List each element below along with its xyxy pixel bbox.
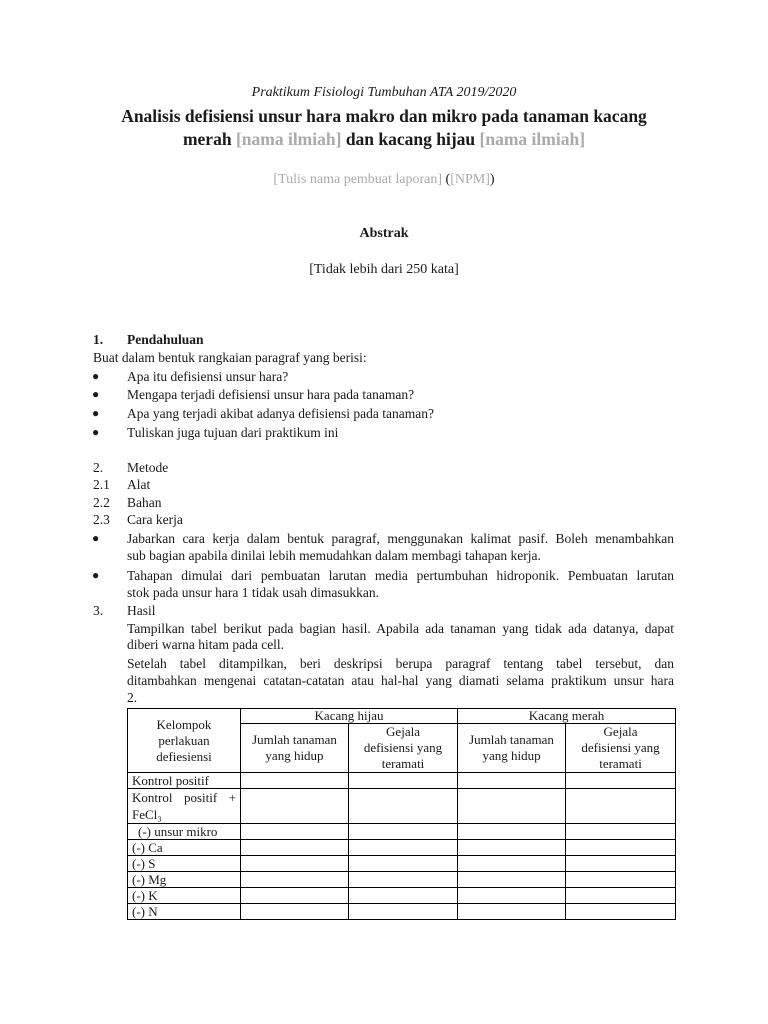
table-cell [349, 789, 458, 824]
bullet-icon: ● [92, 387, 100, 401]
col-symptom-line-3: teramati [599, 756, 642, 771]
method-bullet-2-line-2: stok pada unsur hara 1 tidak usah dimasukkan. [127, 585, 379, 600]
intro-bullet-4: Tuliskan juga tujuan dari praktikum ini [127, 425, 339, 440]
col-symptom-line-2: defisiensi yang [363, 740, 443, 755]
result-para-1-line-2: diberi warna hitam pada cell. [127, 637, 285, 652]
col-alive-line-2: yang hidup [482, 748, 541, 763]
col-header-alive-hijau [241, 724, 349, 773]
abstract-note: [Tidak lebih dari 250 kata] [309, 262, 459, 277]
subsection-2-3-number: 2.3 [93, 512, 110, 527]
table-cell [349, 824, 458, 840]
section-2-heading: Metode [127, 460, 169, 475]
table-cell [458, 840, 566, 856]
npm-placeholder: [NPM] [450, 172, 490, 187]
table-cell [458, 904, 566, 920]
col-header-alive-merah [458, 724, 566, 773]
npm-close-paren: ) [489, 172, 495, 187]
table-cell [458, 789, 566, 824]
result-para-1-line-1: Tampilkan tabel berikut pada bagian hasil. Apabila ada tanaman yang tidak ada datanya, dapat [127, 621, 674, 636]
npm-open-paren: ( [445, 172, 451, 187]
intro-bullet-2: Mengapa terjadi defisiensi unsur hara pada tanaman? [127, 387, 415, 402]
table-row [128, 824, 676, 840]
group-header-cell [128, 709, 241, 773]
subsection-2-2-label: Bahan [127, 495, 162, 510]
table-row [128, 872, 676, 888]
row-label-line-1: Kontrol positif + [132, 790, 236, 805]
table-row [128, 789, 676, 824]
results-table [127, 708, 676, 920]
table-row [128, 840, 676, 856]
bullet-icon: ● [92, 531, 100, 545]
section-1-number: 1. [93, 332, 104, 347]
scientific-name-placeholder-1: [nama ilmiah] [235, 129, 342, 149]
subsection-2-2-number: 2.2 [93, 495, 110, 510]
section-3-heading: Hasil [127, 603, 156, 618]
section-1-lead: Buat dalam bentuk rangkaian paragraf yang berisi: [93, 350, 367, 365]
table-row [128, 888, 676, 904]
bullet-icon: ● [92, 568, 100, 582]
table-cell [241, 904, 349, 920]
method-bullet-2-line-1: Tahapan dimulai dari pembuatan larutan media pertumbuhan hidroponik. Pembuatan larutan [127, 568, 674, 583]
table-row [128, 856, 676, 872]
subsection-2-1-label: Alat [127, 477, 151, 492]
table-cell [241, 888, 349, 904]
row-label-mg: (-) Mg [128, 872, 241, 888]
row-label-kontrol-positif: Kontrol positif [128, 773, 241, 789]
table-cell [349, 888, 458, 904]
result-para-2-line-2: ditambahkan mengenai catatan-catatan atau hal-hal yang diamati selama praktikum unsur hara [127, 673, 674, 688]
table-cell [241, 824, 349, 840]
col-alive-line-1: Jumlah tanaman [469, 732, 554, 747]
table-cell [241, 789, 349, 824]
table-cell [566, 824, 676, 840]
author-name-placeholder: [Tulis nama pembuat laporan] [273, 172, 443, 187]
method-bullet-1-line-2: sub bagian apabila dinilai lebih memudahkan dalam membagi tahapan kerja. [127, 548, 541, 563]
table-cell [458, 888, 566, 904]
intro-bullet-1: Apa itu defisiensi unsur hara? [127, 369, 289, 384]
group-header-line-2: perlakuan [158, 732, 210, 748]
subsection-2-3-label: Cara kerja [127, 512, 183, 527]
table-cell [349, 773, 458, 789]
col-symptom-line-1: Gejala [603, 724, 638, 739]
col-alive-line-1: Jumlah tanaman [252, 732, 337, 747]
table-cell [566, 904, 676, 920]
author-line [0, 172, 768, 188]
subsection-2-1-number: 2.1 [93, 477, 110, 492]
col-symptom-line-2: defisiensi yang [581, 740, 660, 755]
table-cell [566, 872, 676, 888]
bullet-icon: ● [92, 369, 100, 383]
table-cell [349, 872, 458, 888]
table-row [128, 904, 676, 920]
crop-header-kacang-merah: Kacang merah [458, 709, 676, 724]
table-cell [566, 856, 676, 872]
col-header-symptom-hijau [349, 724, 458, 773]
section-2-number: 2. [93, 460, 104, 475]
method-bullet-1-line-1: Jabarkan cara kerja dalam bentuk paragraf, menggunakan kalimat pasif. Boleh menambahkan [127, 531, 674, 546]
table-cell [458, 856, 566, 872]
table-cell [241, 856, 349, 872]
row-label-kontrol-positif-fecl3 [128, 789, 241, 824]
report-title-line-1: Analisis defisiensi unsur hara makro dan mikro pada tanaman kacang [121, 106, 647, 126]
result-para-2-line-3: 2. [127, 690, 138, 705]
table-cell [458, 824, 566, 840]
title-word-merah: merah [182, 129, 232, 149]
row-label-n: (-) N [128, 904, 241, 920]
table-cell [566, 888, 676, 904]
row-label-line-2: FeCl₃ [132, 807, 162, 822]
scientific-name-placeholder-2: [nama ilmiah] [479, 129, 586, 149]
group-header-line-1: Kelompok [156, 716, 212, 732]
abstract-heading: Abstrak [359, 226, 409, 241]
bullet-icon: ● [92, 406, 100, 420]
report-title-line-2 [0, 129, 768, 150]
section-3-number: 3. [93, 603, 104, 618]
col-symptom-line-3: teramati [381, 756, 425, 771]
table-cell [349, 856, 458, 872]
row-label-s: (-) S [128, 856, 241, 872]
row-label-unsur-mikro: (-) unsur mikro [128, 824, 241, 840]
table-cell [349, 840, 458, 856]
row-label-k: (-) K [128, 888, 241, 904]
col-header-symptom-merah [566, 724, 676, 773]
table-cell [458, 773, 566, 789]
table-cell [566, 789, 676, 824]
table-cell [241, 773, 349, 789]
row-label-ca: (-) Ca [128, 840, 241, 856]
bullet-icon: ● [92, 425, 100, 439]
section-1-heading: Pendahuluan [127, 332, 204, 347]
table-cell [241, 872, 349, 888]
table-cell [458, 872, 566, 888]
result-para-2-line-1: Setelah tabel ditampilkan, beri deskripsi berupa paragraf tentang tabel tersebut, dan [127, 656, 674, 671]
crop-header-kacang-hijau: Kacang hijau [241, 709, 458, 724]
group-header-line-3: defiesiensi [156, 748, 212, 764]
table-cell [566, 840, 676, 856]
table-cell [349, 904, 458, 920]
table-row [128, 773, 676, 789]
col-symptom-line-1: Gejala [386, 724, 420, 739]
intro-bullet-3: Apa yang terjadi akibat adanya defisiensi pada tanaman? [127, 406, 434, 421]
table-cell [241, 840, 349, 856]
col-alive-line-2: yang hidup [265, 748, 324, 763]
table-cell [566, 773, 676, 789]
title-word-kacang-hijau: dan kacang hijau [345, 129, 476, 149]
course-subtitle: Praktikum Fisiologi Tumbuhan ATA 2019/2020 [251, 85, 517, 100]
